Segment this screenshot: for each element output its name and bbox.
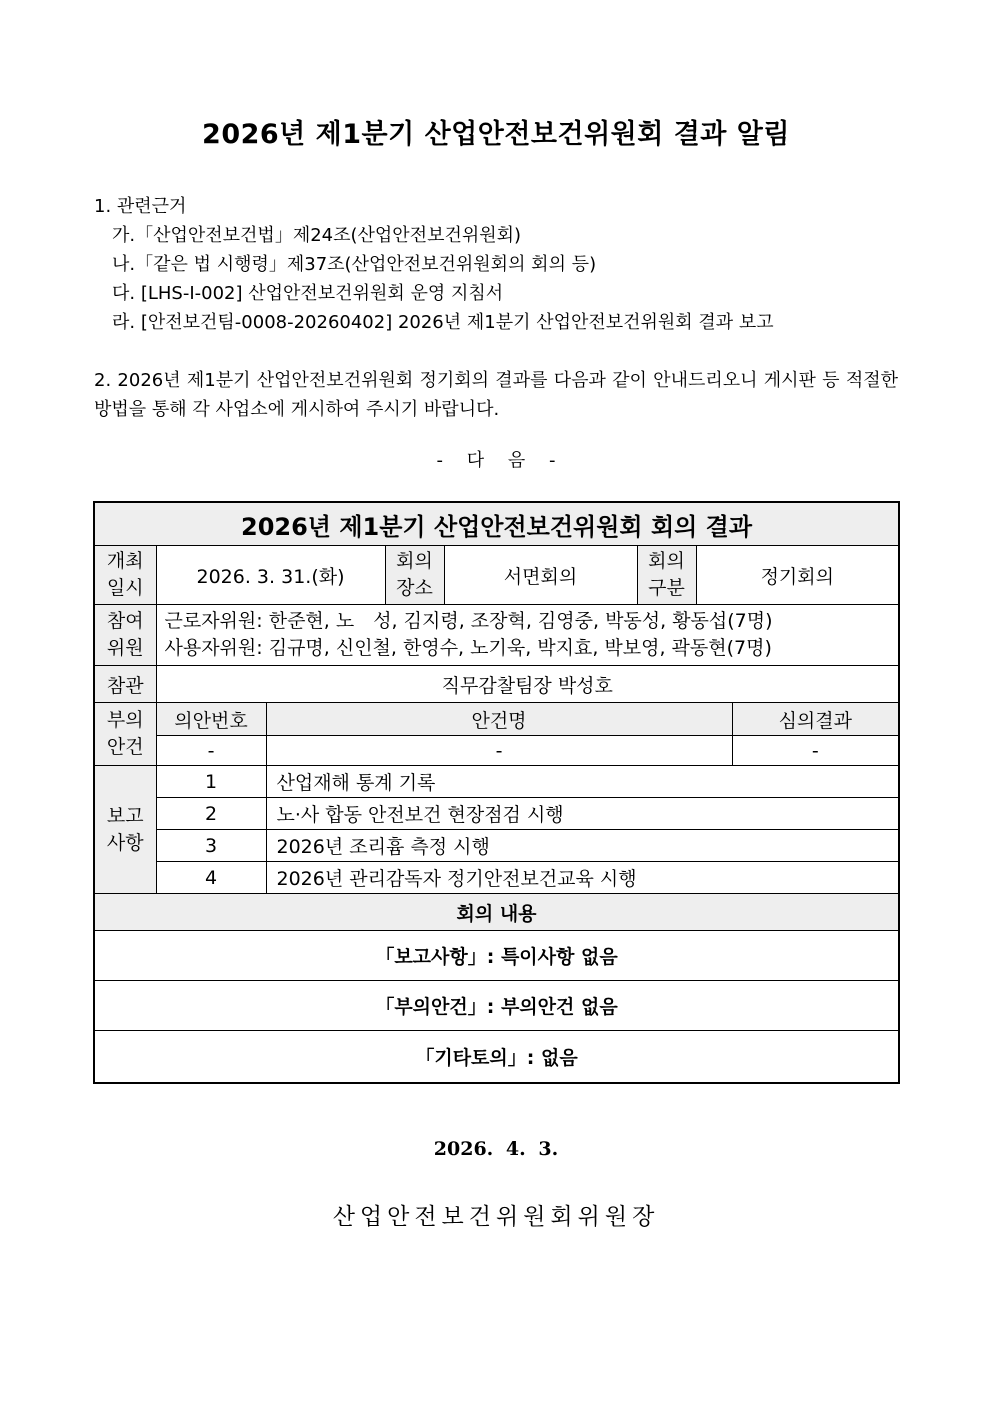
worker-members: 근로자위원: 한준현, 노 성, 김지령, 조장혁, 김영중, 박동성, 황동섭(7명)	[164, 610, 773, 632]
meeting-date-value: 2026. 3. 31.(화)	[156, 546, 385, 605]
document-title: 2026년 제1분기 산업안전보건위원회 결과 알림	[202, 119, 790, 150]
legal-basis-item-1: 가.「산업안전보건법」제24조(산업안전보건위원회)	[112, 225, 522, 246]
committee-chair: 산업안전보건위원회위원장	[332, 1204, 660, 1230]
members-list	[156, 605, 899, 666]
agenda-name: -	[266, 736, 732, 766]
legal-basis-item-4: 라. [안전보건팀-0008-20260402] 2026년 제1분기 산업안전보건위원회 결과 보고	[112, 312, 774, 333]
agenda-label: 부의 안건	[94, 703, 156, 766]
meeting-date-label: 개최 일시	[94, 546, 156, 605]
observer-value: 직무감찰팀장 박성호	[156, 666, 899, 703]
reports-label: 보고 사항	[94, 766, 156, 894]
meeting-result-table	[93, 501, 900, 1084]
meeting-place-label: 회의 장소	[385, 546, 444, 605]
report-title: 산업재해 통계 기록	[266, 766, 899, 798]
legal-basis-section	[94, 192, 904, 337]
observer-label: 참관	[94, 666, 156, 703]
agenda-no-header: 의안번호	[156, 703, 266, 736]
legal-basis-item-3: 다. [LHS-I-002] 산업안전보건위원회 운영 지침서	[112, 283, 504, 304]
employer-members: 사용자위원: 김규명, 신인철, 한영수, 노기욱, 박지효, 박보영, 곽동현(7명)	[164, 637, 772, 659]
report-no: 4	[156, 862, 266, 894]
report-no: 3	[156, 830, 266, 862]
meeting-content-heading: 회의 내용	[94, 894, 899, 931]
report-title: 2026년 관리감독자 정기안전보건교육 시행	[266, 862, 899, 894]
report-title: 노·사 합동 안전보건 현장점검 시행	[266, 798, 899, 830]
report-title: 2026년 조리흄 측정 시행	[266, 830, 899, 862]
legal-basis-item-2: 나.「같은 법 시행령」제37조(산업안전보건위원회의 회의 등)	[112, 254, 597, 275]
meeting-content-other: 「기타토의」: 없음	[94, 1031, 899, 1084]
notice-paragraph: 2. 2026년 제1분기 산업안전보건위원회 정기회의 결과를 다음과 같이 안내드리오니 게시판 등 적절한 방법을 통해 각 사업소에 게시하여 주시기 바랍니다.	[94, 370, 898, 420]
report-no: 2	[156, 798, 266, 830]
agenda-no: -	[156, 736, 266, 766]
legal-basis-heading: 1. 관련근거	[94, 196, 187, 217]
agenda-result: -	[732, 736, 899, 766]
report-no: 1	[156, 766, 266, 798]
agenda-result-header: 심의결과	[732, 703, 899, 736]
agenda-name-header: 안건명	[266, 703, 732, 736]
meeting-place-value: 서면회의	[444, 546, 637, 605]
da-eum-separator: - 다 음 -	[436, 450, 556, 471]
meeting-content-agenda: 「부의안건」: 부의안건 없음	[94, 981, 899, 1031]
meeting-type-value: 정기회의	[696, 546, 899, 605]
members-label: 참여 위원	[94, 605, 156, 666]
table-caption: 2026년 제1분기 산업안전보건위원회 회의 결과	[94, 502, 899, 546]
meeting-content-reports: 「보고사항」: 특이사항 없음	[94, 931, 899, 981]
issue-date: 2026. 4. 3.	[433, 1138, 559, 1160]
meeting-type-label: 회의 구분	[637, 546, 696, 605]
